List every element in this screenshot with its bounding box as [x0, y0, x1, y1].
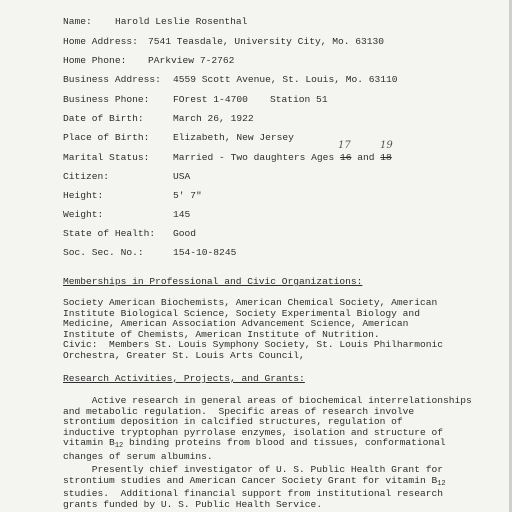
- research-line: grants funded by U. S. Public Health Service.: [63, 498, 323, 510]
- citizen-value: USA: [173, 171, 191, 182]
- memberships-line: Medicine, American Association Advancement Science, American: [63, 318, 409, 329]
- research-line: changes of serum albumins.: [63, 450, 213, 462]
- memberships-line: Institute of Chemists, American Institute of Nutrition.: [63, 328, 380, 340]
- b12-subscript: 12: [437, 479, 446, 488]
- research-line: strontium deposition in calcified structures, regulation of: [63, 416, 403, 427]
- business-address-value: 4559 Scott Avenue, St. Louis, Mo. 63110: [173, 74, 398, 85]
- research-line: inductive tryptophan pyrrolase enzymes, isolation and structure of: [63, 426, 443, 438]
- memberships-line: Orchestra, Greater St. Louis Arts Council,: [63, 349, 305, 361]
- home-address-value: 7541 Teasdale, University City, Mo. 63130: [148, 36, 385, 47]
- memberships-heading: Memberships in Professional and Civic Organizations:: [63, 276, 363, 287]
- research-heading: Research Activities, Projects, and Grants:: [63, 373, 305, 384]
- struck-age-2: 18: [380, 152, 392, 163]
- dob-value: March 26, 1922: [173, 113, 254, 124]
- ssn-label: Soc. Sec. No.:: [63, 247, 144, 258]
- memberships-text: [63, 298, 453, 361]
- dob-label: Date of Birth:: [63, 113, 144, 124]
- pob-value: Elizabeth, New Jersey: [173, 132, 294, 143]
- b12-subscript: 12: [114, 442, 124, 450]
- name-value: Harold Leslie Rosenthal: [115, 16, 248, 27]
- research-line: and metabolic regulation. Specific areas of research involve: [63, 405, 415, 417]
- height-value: 5' 7": [173, 190, 202, 201]
- research-paragraph-2: [63, 465, 453, 510]
- business-phone-value: FOrest 1-4700: [173, 94, 248, 105]
- name-label: Name:: [63, 16, 92, 27]
- b12-prefix: vitamin B: [63, 437, 115, 448]
- height-label: Height:: [63, 190, 104, 201]
- business-address-label: Business Address:: [63, 74, 161, 85]
- b12-suffix: binding proteins from blood and tissues, conformational: [123, 437, 446, 448]
- marital-and: and: [357, 152, 375, 163]
- weight-label: Weight:: [63, 209, 104, 220]
- weight-value: 145: [173, 209, 191, 220]
- ssn-value: 154-10-8245: [173, 247, 237, 258]
- memberships-line: Institute Biological Science, Society Experimental Biology and: [63, 307, 420, 319]
- home-address-label: Home Address:: [63, 36, 138, 47]
- research-line: studies. Additional financial support from institutional research: [63, 488, 443, 499]
- memberships-line: Civic: Members St. Louis Symphony Society, St. Louis Philharmonic: [63, 339, 443, 350]
- home-phone-label: Home Phone:: [63, 55, 127, 66]
- health-value: Good: [173, 228, 197, 239]
- home-phone-value: PArkview 7-2762: [148, 55, 235, 66]
- marital-value: [173, 152, 392, 163]
- memberships-line: Society American Biochemists, American Chemical Society, American: [63, 297, 438, 308]
- business-phone-label: Business Phone:: [63, 94, 150, 105]
- handwritten-age-1: 17: [338, 140, 351, 151]
- research-line-b12: [63, 438, 453, 452]
- research-line: Presently chief investigator of U. S. Public Health Grant for: [63, 464, 443, 475]
- pob-label: Place of Birth:: [63, 132, 150, 143]
- business-station-value: Station 51: [270, 94, 328, 105]
- citizen-label: Citizen:: [63, 171, 110, 182]
- health-label: State of Health:: [63, 228, 156, 239]
- b12-prefix: strontium studies and American Cancer Society Grant for vitamin B: [63, 474, 438, 486]
- research-line: Active research in general areas of biochemical interrelationships: [63, 395, 472, 406]
- struck-age-1: 16: [339, 152, 352, 163]
- handwritten-age-2: 19: [380, 140, 393, 151]
- marital-prefix: Married - Two daughters Ages: [173, 152, 335, 163]
- marital-label: Marital Status:: [63, 152, 150, 163]
- research-line-b12: [63, 476, 453, 490]
- research-paragraph-1: [63, 395, 472, 462]
